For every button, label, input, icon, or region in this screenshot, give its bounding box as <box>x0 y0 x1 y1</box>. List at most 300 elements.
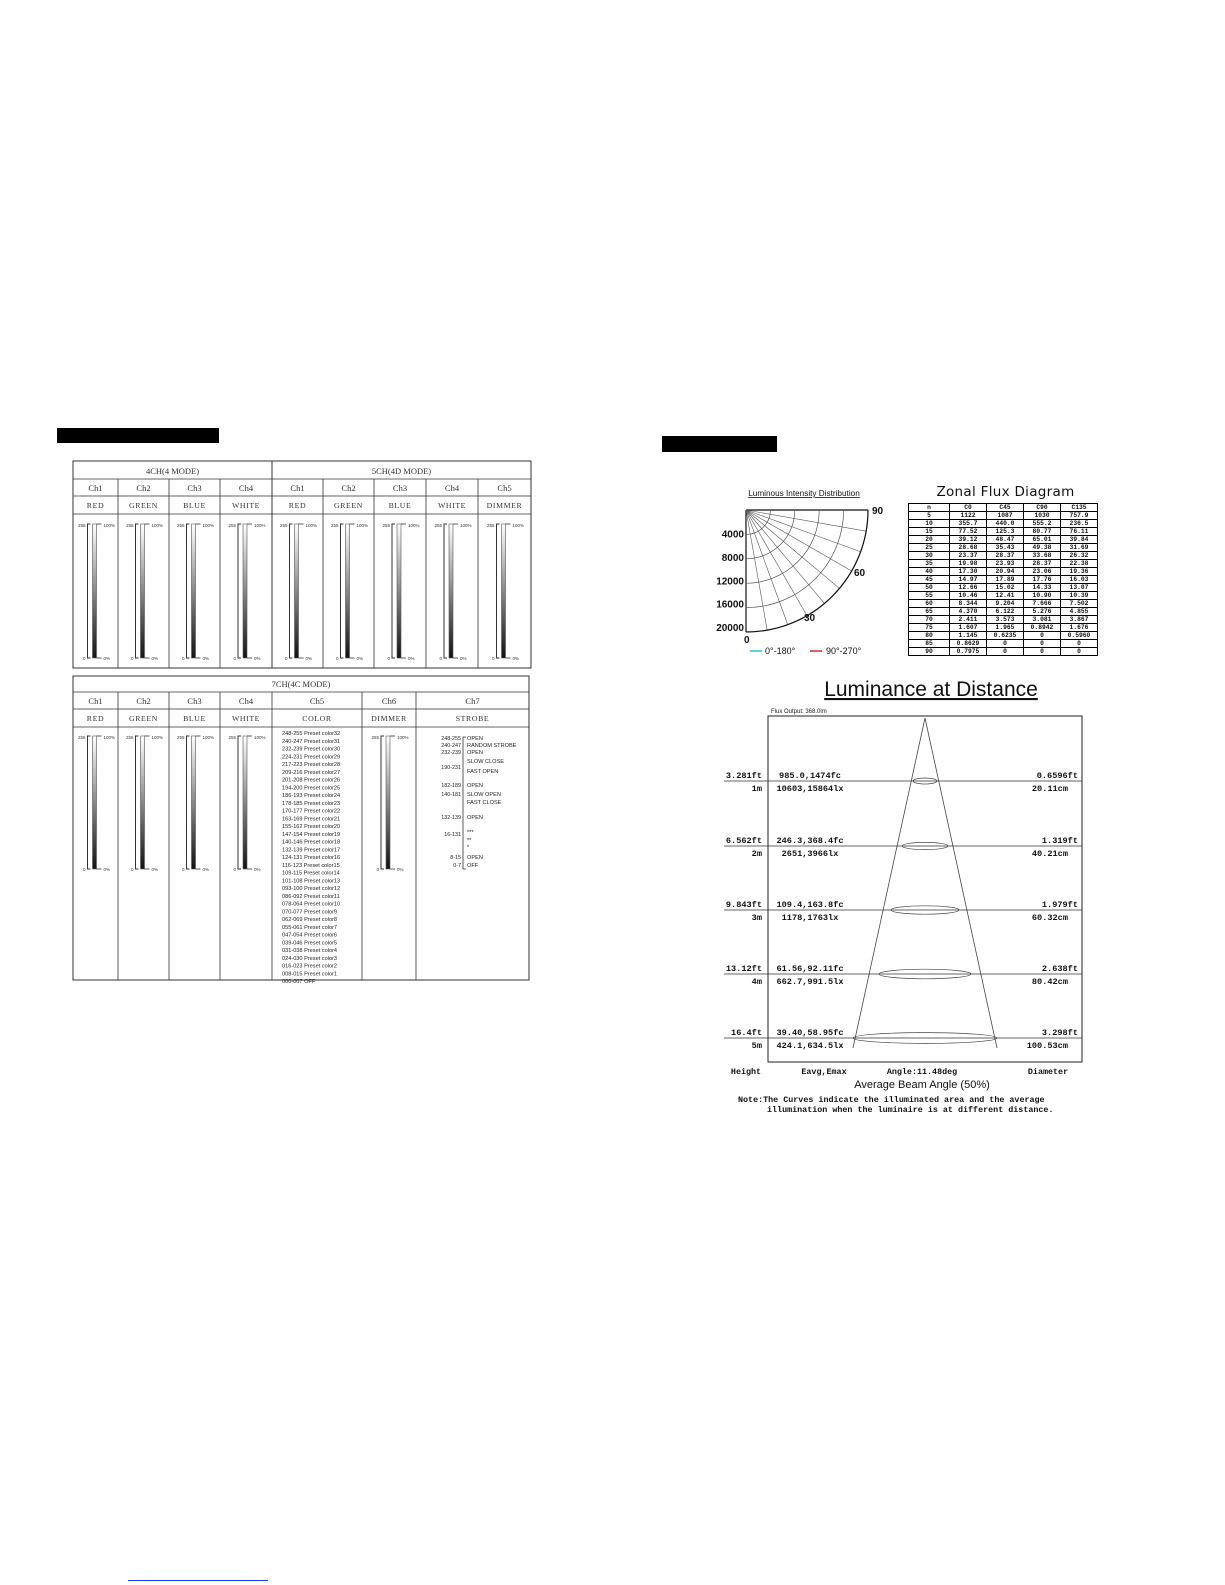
zonal-cell: 8.344 <box>950 600 987 608</box>
illuminance-fc-label: 985.0,1474fc <box>779 771 841 781</box>
color-preset-item: 016-023 Preset color2 <box>282 963 338 970</box>
polar-radial-label: 12000 <box>716 576 744 588</box>
fader-gradient-bar <box>449 524 453 658</box>
channel-name: BLUE <box>183 714 206 723</box>
mode-title-5ch: 5CH(4D MODE) <box>371 466 432 476</box>
fader-bottom-value: 0 <box>233 867 236 872</box>
zonal-cell: 13.07 <box>1061 584 1098 592</box>
polar-angle-label: 90 <box>872 506 884 517</box>
zonal-header-cell: C45 <box>987 504 1024 512</box>
fader-bottom-percent: 0% <box>356 656 364 661</box>
fader-top-percent: 100% <box>151 735 164 740</box>
fader-bottom-value: 0 <box>376 867 379 872</box>
zonal-cell: 2.411 <box>950 616 987 624</box>
footer-link-underline[interactable] <box>128 1580 268 1581</box>
fader-bottom-value: 0 <box>181 867 185 872</box>
fader-bottom-percent: 0% <box>254 656 261 661</box>
fader-bottom-percent: 0% <box>103 656 111 661</box>
zonal-row <box>909 616 1098 624</box>
fader-bottom-percent: 0% <box>254 867 261 872</box>
zonal-cell: 17.89 <box>987 576 1024 584</box>
zonal-row <box>909 576 1098 584</box>
color-preset-item: 209-216 Preset color27 <box>282 769 341 776</box>
strobe-label: OPEN <box>467 855 483 861</box>
zonal-cell: 48.47 <box>987 536 1024 544</box>
zonal-cell: 49.38 <box>1024 544 1061 552</box>
fader-top-percent: 100% <box>305 523 318 528</box>
note-line-2: illumination when the luminaire is at different distance. <box>767 1105 1054 1115</box>
zonal-cell: 4.370 <box>950 608 987 616</box>
fader-gradient-bar <box>397 524 401 658</box>
channel-number: Ch5 <box>497 483 512 493</box>
fader-top-percent: 100% <box>408 523 420 528</box>
zonal-cell: 1.965 <box>987 624 1024 632</box>
zonal-cell: 6.122 <box>987 608 1024 616</box>
channel-name: GREEN <box>129 714 158 723</box>
fader-bracket <box>187 524 190 658</box>
channel-number: Ch2 <box>341 483 356 493</box>
fader-top-value: 255 <box>77 523 86 528</box>
zonal-cell: 23.37 <box>950 552 987 560</box>
diameter-ft-label: 1.979ft <box>1041 900 1078 910</box>
strobe-label: *** <box>467 830 474 836</box>
channel-name: WHITE <box>231 714 261 723</box>
fader-bracket <box>88 524 91 658</box>
zonal-cell: 14.97 <box>950 576 987 584</box>
zonal-row <box>909 568 1098 576</box>
fader-bottom-percent: 0% <box>151 867 159 872</box>
color-preset-item: 093-100 Preset color12 <box>282 886 341 892</box>
zonal-cell: 3.081 <box>1024 616 1061 624</box>
fader-top-value: 255 <box>382 523 390 528</box>
zonal-cell: 20 <box>909 536 950 544</box>
strobe-label: FAST OPEN <box>467 769 499 775</box>
channel-name: RED <box>86 501 105 510</box>
fader-gradient-bar <box>346 524 350 658</box>
channel-name: BLUE <box>183 501 206 510</box>
fader-top-percent: 100% <box>512 523 525 528</box>
strobe-bracket <box>463 737 466 869</box>
strobe-label: * <box>467 845 470 851</box>
channel-number: Ch2 <box>136 696 151 706</box>
color-preset-item: 232-239 Preset color30 <box>282 746 341 753</box>
color-preset-item: 078-064 Preset color10 <box>282 901 341 908</box>
zonal-cell: 39.84 <box>1061 536 1098 544</box>
color-preset-item: 248-255 Preset color32 <box>282 731 341 737</box>
channel-number: Ch1 <box>88 696 103 706</box>
height-ft-label: 13.12ft <box>725 964 762 974</box>
polar-angle-label: 30 <box>804 613 816 624</box>
fader-gradient-bar <box>192 736 196 869</box>
height-ft-label: 9.843ft <box>725 900 762 910</box>
color-preset-item: 000-007 OFF <box>282 979 316 985</box>
strobe-label: RANDOM STROBE <box>467 743 517 749</box>
zonal-cell: 45 <box>909 576 950 584</box>
zonal-cell: 19.36 <box>1061 568 1098 576</box>
strobe-label: ** <box>467 838 472 844</box>
zonal-cell: 12.41 <box>987 592 1024 600</box>
zonal-cell: 70 <box>909 616 950 624</box>
zonal-cell: 17.30 <box>950 568 987 576</box>
color-preset-item: 170-177 Preset color22 <box>282 808 341 815</box>
zonal-cell: 10.46 <box>950 592 987 600</box>
color-preset-item: 062-069 Preset color8 <box>282 917 338 923</box>
fader-top-value: 255 <box>434 523 442 528</box>
color-preset-item: 116-123 Preset color15 <box>282 862 340 869</box>
height-m-label: 2m <box>751 849 762 859</box>
illuminance-fc-label: 109.4,163.8fc <box>776 900 844 910</box>
zonal-cell: 28.37 <box>987 552 1024 560</box>
zonal-cell: 65 <box>909 608 950 616</box>
channel-number: Ch7 <box>465 696 480 706</box>
fader-top-percent: 100% <box>151 523 164 528</box>
channel-number: Ch1 <box>88 483 103 493</box>
height-m-label: 5m <box>751 1041 762 1051</box>
legend-label-90-270: 90°-270° <box>826 646 862 656</box>
zonal-cell: 10.39 <box>1061 592 1098 600</box>
channel-name: DIMMER <box>371 714 407 723</box>
fader-bracket <box>238 524 241 658</box>
zonal-cell: 4.855 <box>1061 608 1098 616</box>
fader-gradient-bar <box>93 524 97 658</box>
zonal-cell: 30 <box>909 552 950 560</box>
zonal-cell: 7.502 <box>1061 600 1098 608</box>
note-line-1: Note:The Curves indicate the illuminated area and the average <box>738 1095 1045 1105</box>
zonal-cell: 1.676 <box>1061 624 1098 632</box>
illuminance-fc-label: 61.56,92.11fc <box>776 964 844 974</box>
fader-top-value: 255 <box>176 735 185 740</box>
color-preset-item: 155-162 Preset color20 <box>282 824 341 830</box>
fader-top-percent: 100% <box>254 735 266 740</box>
color-preset-item: 024-030 Preset color3 <box>282 955 338 962</box>
strobe-range: 16-131 <box>444 832 461 838</box>
fader-bottom-percent: 0% <box>103 867 111 872</box>
channel-name: WHITE <box>437 501 467 510</box>
fader-gradient-bar <box>243 524 247 658</box>
zonal-cell: 90 <box>909 648 950 656</box>
fader-bracket <box>381 736 384 869</box>
height-m-label: 1m <box>751 784 762 794</box>
zonal-row <box>909 520 1098 528</box>
zonal-cell: 60 <box>909 600 950 608</box>
fader-bottom-percent: 0% <box>512 656 520 661</box>
zonal-cell: 5 <box>909 512 950 520</box>
strobe-range: 132-139 <box>441 815 461 821</box>
fader-bottom-percent: 0% <box>202 867 210 872</box>
fader-top-percent: 100% <box>356 523 369 528</box>
fader-top-percent: 100% <box>103 735 116 740</box>
strobe-range: 190-231 <box>441 765 461 771</box>
color-preset-item: 178-185 Preset color23 <box>282 800 341 807</box>
fader-top-percent: 100% <box>460 523 472 528</box>
zonal-header-cell: C90 <box>1024 504 1061 512</box>
zonal-cell: 3.867 <box>1061 616 1098 624</box>
zonal-cell: 39.12 <box>950 536 987 544</box>
fader-top-percent: 100% <box>254 523 266 528</box>
zonal-cell: 9.204 <box>987 600 1024 608</box>
diameter-cm-label: 60.32cm <box>1031 913 1068 923</box>
zonal-cell: 5.276 <box>1024 608 1061 616</box>
illuminance-lx-label: 662.7,991.5lx <box>776 977 844 987</box>
zonal-cell: 80 <box>909 632 950 640</box>
zonal-cell: 757.9 <box>1061 512 1098 520</box>
zonal-cell: 0 <box>1024 632 1061 640</box>
zonal-cell: 20.94 <box>987 568 1024 576</box>
zonal-row <box>909 640 1098 648</box>
zonal-cell: 28.68 <box>950 544 987 552</box>
polar-radial-label: 16000 <box>716 599 744 611</box>
zonal-cell: 55 <box>909 592 950 600</box>
channel-name: STROBE <box>455 714 490 723</box>
channel-number: Ch4 <box>238 696 254 706</box>
height-m-label: 4m <box>751 977 762 987</box>
fader-bracket <box>136 524 139 658</box>
color-preset-item: 109-115 Preset color14 <box>282 870 340 877</box>
zonal-cell: 35.43 <box>987 544 1024 552</box>
zonal-cell: 76.11 <box>1061 528 1098 536</box>
zonal-cell: 3.573 <box>987 616 1024 624</box>
dmx-channel-tables <box>0 0 612 1585</box>
color-preset-item: 201-208 Preset color26 <box>282 777 341 784</box>
zonal-flux-title: Zonal Flux Diagram <box>936 484 1075 500</box>
zonal-header-cell: C0 <box>950 504 987 512</box>
color-preset-item: 163-169 Preset color21 <box>282 816 341 823</box>
zonal-cell: 65.01 <box>1024 536 1061 544</box>
zonal-cell: 1122 <box>950 512 987 520</box>
zonal-header-cell: n <box>909 504 950 512</box>
diameter-cm-label: 20.11cm <box>1031 784 1068 794</box>
diameter-ft-label: 3.298ft <box>1041 1028 1078 1038</box>
zonal-cell: 236.5 <box>1061 520 1098 528</box>
color-preset-item: 101-108 Preset color13 <box>282 878 341 885</box>
channel-number: Ch3 <box>392 483 408 493</box>
zonal-cell: 12.66 <box>950 584 987 592</box>
zonal-cell: 15 <box>909 528 950 536</box>
zonal-row <box>909 536 1098 544</box>
zonal-cell: 77.52 <box>950 528 987 536</box>
zonal-row <box>909 592 1098 600</box>
diameter-ft-label: 2.638ft <box>1041 964 1078 974</box>
mode-title-4ch: 4CH(4 MODE) <box>145 466 200 476</box>
height-ft-label: 3.281ft <box>725 771 762 781</box>
fader-bottom-value: 0 <box>82 656 86 661</box>
color-preset-item: 039-046 Preset color5 <box>282 940 338 947</box>
zonal-row <box>909 600 1098 608</box>
fader-gradient-bar <box>141 736 145 869</box>
zonal-row <box>909 560 1098 568</box>
strobe-label: OFF <box>467 863 479 869</box>
strobe-label: OPEN <box>467 815 483 821</box>
fader-bracket <box>88 736 91 869</box>
zonal-cell: 85 <box>909 640 950 648</box>
polar-angle-label: 0 <box>744 635 750 646</box>
diameter-cm-label: 40.21cm <box>1031 849 1068 859</box>
zonal-cell: 0 <box>1061 640 1098 648</box>
strobe-label: SLOW CLOSE <box>467 759 504 765</box>
luminance-title: Luminance at Distance <box>824 678 1038 701</box>
zonal-cell: 23.93 <box>987 560 1024 568</box>
fader-gradient-bar <box>502 524 506 658</box>
strobe-label: OPEN <box>467 750 483 756</box>
zonal-cell: 1.607 <box>950 624 987 632</box>
color-preset-item: 055-061 Preset color7 <box>282 924 338 931</box>
zonal-row <box>909 528 1098 536</box>
zonal-row <box>909 632 1098 640</box>
strobe-range: 140-181 <box>441 792 461 798</box>
strobe-range: 8-15 <box>450 855 461 861</box>
zonal-cell: 0 <box>1061 648 1098 656</box>
zonal-cell: 15.02 <box>987 584 1024 592</box>
zonal-cell: 1.145 <box>950 632 987 640</box>
fader-gradient-bar <box>295 524 299 658</box>
fader-bracket <box>136 736 139 869</box>
flux-output: Flux Output: 368.0lm <box>771 709 827 715</box>
average-beam-angle: Average Beam Angle (50%) <box>854 1079 990 1091</box>
zonal-cell: 23.06 <box>1024 568 1061 576</box>
fader-bracket <box>238 736 241 869</box>
fader-top-percent: 100% <box>397 735 409 740</box>
color-preset-item: 070-077 Preset color9 <box>282 909 338 916</box>
zonal-cell: 1087 <box>987 512 1024 520</box>
footer-diameter: Diameter <box>1027 1067 1069 1077</box>
footer-height: Height <box>730 1067 762 1077</box>
strobe-label: FAST CLOSE <box>467 800 502 806</box>
zonal-cell: 10 <box>909 520 950 528</box>
color-preset-item: 047-054 Preset color6 <box>282 932 338 939</box>
diameter-ft-label: 1.319ft <box>1041 836 1078 846</box>
fader-bottom-value: 0 <box>130 656 134 661</box>
color-preset-item: 132-139 Preset color17 <box>282 847 341 854</box>
channel-name: RED <box>86 714 105 723</box>
fader-bracket <box>497 524 500 658</box>
zonal-cell: 355.7 <box>950 520 987 528</box>
zonal-cell: 0.5960 <box>1061 632 1098 640</box>
fader-gradient-bar <box>243 736 247 869</box>
channel-number: Ch5 <box>309 696 325 706</box>
channel-number: Ch4 <box>238 483 254 493</box>
zonal-cell: 0 <box>1024 648 1061 656</box>
strobe-label: OPEN <box>467 736 483 742</box>
zonal-cell: 555.2 <box>1024 520 1061 528</box>
fader-gradient-bar <box>192 524 196 658</box>
beam-cone-edge <box>853 718 925 1048</box>
zonal-cell: 14.33 <box>1024 584 1061 592</box>
fader-bottom-percent: 0% <box>305 656 313 661</box>
zonal-cell: 0.6235 <box>987 632 1024 640</box>
color-preset-item: 008-015 Preset color1 <box>282 971 338 978</box>
fader-top-value: 255 <box>176 523 185 528</box>
strobe-range: 0-7 <box>453 863 461 869</box>
zonal-cell: 125.3 <box>987 528 1024 536</box>
zonal-cell: 25 <box>909 544 950 552</box>
color-preset-item: 086-092 Preset color11 <box>282 893 340 900</box>
zonal-cell: 16.03 <box>1061 576 1098 584</box>
fader-bottom-value: 0 <box>181 656 185 661</box>
polar-angle-label: 60 <box>854 568 866 579</box>
fader-bracket <box>392 524 395 658</box>
zonal-cell: 22.38 <box>1061 560 1098 568</box>
fader-top-value: 255 <box>228 523 236 528</box>
channel-number: Ch3 <box>187 483 202 493</box>
fader-bottom-value: 0 <box>335 656 339 661</box>
strobe-range: 182-189 <box>441 783 461 789</box>
color-preset-item: 217-223 Preset color28 <box>282 762 341 768</box>
fader-bracket <box>341 524 344 658</box>
zonal-row <box>909 648 1098 656</box>
zonal-flux-table-wrap <box>908 503 1098 656</box>
fader-top-percent: 100% <box>202 735 215 740</box>
fader-gradient-bar <box>386 736 390 869</box>
zonal-cell: 31.69 <box>1061 544 1098 552</box>
color-preset-item: 124-131 Preset color16 <box>282 855 341 861</box>
luminance-frame <box>768 716 1082 1062</box>
zonal-cell: 10.90 <box>1024 592 1061 600</box>
zonal-row <box>909 608 1098 616</box>
channel-number: Ch3 <box>187 696 202 706</box>
channel-name: GREEN <box>129 501 158 510</box>
height-m-label: 3m <box>751 913 762 923</box>
illuminance-fc-label: 39.40,58.95fc <box>776 1028 844 1038</box>
fader-bottom-value: 0 <box>284 656 288 661</box>
zonal-cell: 35 <box>909 560 950 568</box>
zonal-cell: 440.0 <box>987 520 1024 528</box>
fader-top-value: 255 <box>330 523 339 528</box>
zonal-cell: 0.7975 <box>950 648 987 656</box>
zonal-cell: 0 <box>987 648 1024 656</box>
fader-bracket <box>444 524 447 658</box>
fader-bottom-percent: 0% <box>202 656 210 661</box>
zonal-cell: 7.666 <box>1024 600 1061 608</box>
channel-name: DIMMER <box>486 501 523 510</box>
fader-bottom-value: 0 <box>491 656 495 661</box>
diameter-cm-label: 100.53cm <box>1026 1041 1068 1051</box>
footer-eavg: Eavg,Emax <box>801 1067 847 1077</box>
fader-bottom-value: 0 <box>387 656 390 661</box>
zonal-cell: 80.77 <box>1024 528 1061 536</box>
luminance-at-distance-diagram <box>700 670 1120 1120</box>
zonal-cell: 75 <box>909 624 950 632</box>
illuminance-lx-label: 10603,15864lx <box>776 784 844 794</box>
zonal-cell: 40 <box>909 568 950 576</box>
zonal-cell: 26.32 <box>1061 552 1098 560</box>
zonal-flux-table <box>908 503 1098 656</box>
zonal-row <box>909 584 1098 592</box>
fader-top-value: 255 <box>125 735 134 740</box>
fader-top-value: 255 <box>371 735 379 740</box>
strobe-label: SLOW OPEN <box>467 792 501 798</box>
legend-label-0-180: 0°-180° <box>765 646 796 656</box>
color-preset-item: 224-231 Preset color29 <box>282 754 341 761</box>
zonal-cell: 17.76 <box>1024 576 1061 584</box>
fader-top-percent: 100% <box>202 523 215 528</box>
channel-number: Ch4 <box>444 483 460 493</box>
illuminance-lx-label: 1178,1763lx <box>781 913 839 923</box>
zonal-cell: 19.98 <box>950 560 987 568</box>
fader-bottom-value: 0 <box>439 656 442 661</box>
channel-name: GREEN <box>334 501 363 510</box>
luminous-intensity-polar-chart <box>700 480 900 660</box>
color-preset-item: 186-193 Preset color24 <box>282 793 341 799</box>
illuminance-lx-label: 424.1,634.5lx <box>776 1041 844 1051</box>
color-preset-item: 240-247 Preset color31 <box>282 738 341 745</box>
fader-bottom-percent: 0% <box>397 867 404 872</box>
mode-title-7ch: 7CH(4C MODE) <box>271 679 331 689</box>
fader-top-value: 255 <box>77 735 86 740</box>
polar-radial-label: 20000 <box>716 623 744 635</box>
channel-name: RED <box>288 501 307 510</box>
polar-radial-label: 4000 <box>721 529 744 541</box>
fader-bottom-percent: 0% <box>408 656 415 661</box>
